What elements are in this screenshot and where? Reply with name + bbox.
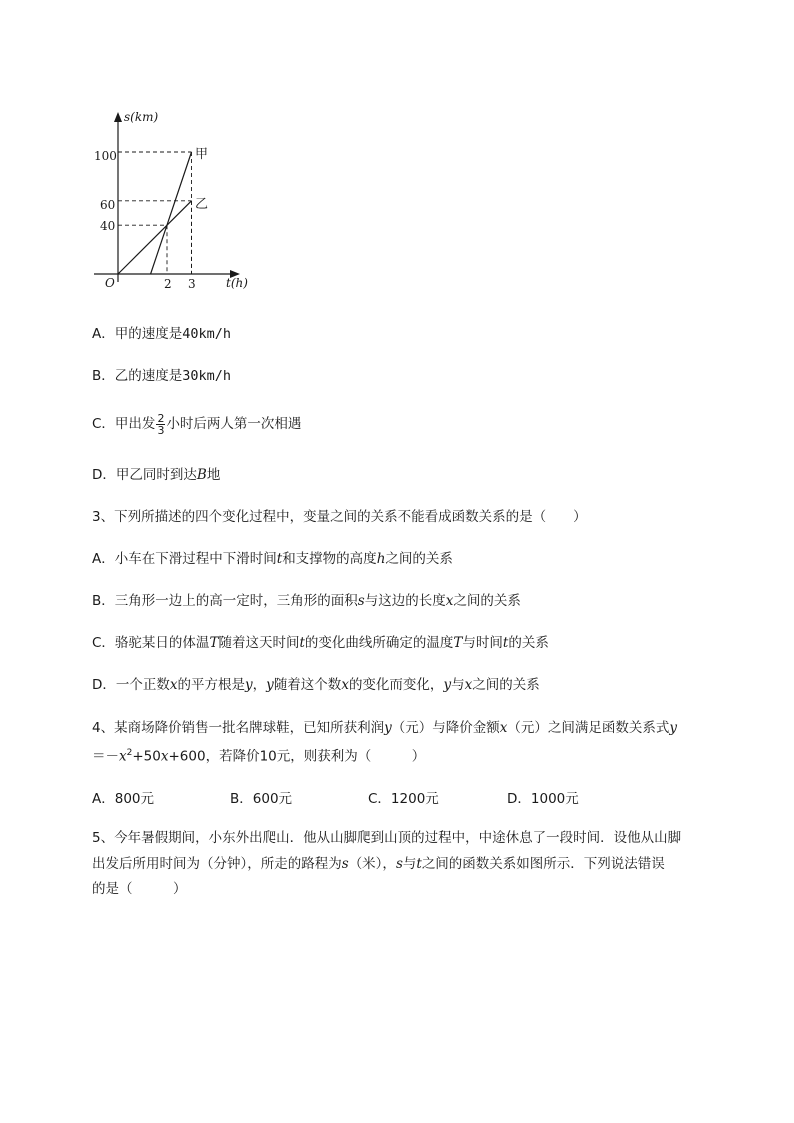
y-axis-arrow [114,112,122,122]
q2-c-suffix: 小时后两人第一次相遇 [166,416,302,432]
q5-stem-line-1: 5、今年暑假期间，小东外出爬山．他从山脚爬到山顶的过程中，中途休息了一段时间．设他从山脚 [92,830,682,846]
q4-option-c: C．1200元 [368,791,439,807]
q2-c-text: C．甲出发 [92,416,156,432]
q2-option-d [92,466,220,484]
line-label-yi: 乙 [195,197,209,212]
q3-stem: 3、下列所描述的四个变化过程中，变量之间的关系不能看成函数关系的是（ ） [92,509,587,525]
q2-b-value: 30km/h [182,368,232,384]
y-tick-60: 60 [100,198,116,212]
fraction-numerator: 2 [157,411,165,425]
y-tick-100: 100 [94,149,117,163]
line-label-jia: 甲 [195,147,209,162]
q2-b-text: B．乙的速度是 [92,368,183,384]
q3-option-b: B．三角形一边上的高一定时，三角形的面积s与这边的长度x之间的关系 [92,593,521,609]
origin-label: O [105,276,115,290]
q2-d-text: D．甲乙同时到达 [92,467,197,483]
var-b: B [196,467,207,483]
q2-a-value: 40km/h [182,326,232,342]
q3-option-d: D．一个正数x的平方根是y，y随着这个数x的变化而变化，y与x之间的关系 [92,677,540,693]
q5-stem-line-2: 出发后所用时间为（分钟），所走的路程为s（米），s与t之间的函数关系如图所示．下列说法错误 [92,856,665,872]
series-line-0 [151,152,192,274]
y-axis-label: s(km) [124,110,159,124]
x-axis-label: t(h) [226,276,248,290]
x-tick-3: 3 [188,277,196,291]
q4-option-a: A．800元 [92,791,155,807]
guide-lines [118,152,192,274]
x-tick-2: 2 [164,277,172,291]
q2-option-b [92,367,231,385]
q2-a-text: A．甲的速度是 [92,326,183,342]
q4-stem-line-1: 4、某商场降价销售一批名牌球鞋，已知所获利润y（元）与降价金额x（元）之间满足函数关系式y [92,720,677,736]
distance-time-graph [94,104,264,294]
y-tick-40: 40 [100,219,116,233]
q2-d-suffix: 地 [206,467,221,483]
q5-stem-line-3: 的是（ ） [92,881,187,897]
q2-option-c [92,409,301,439]
q3-option-a: A．小车在下滑过程中下滑时间t和支撑物的高度h之间的关系 [92,551,453,567]
q4-option-b: B．600元 [230,791,293,807]
fraction-denominator: 3 [157,423,165,437]
q3-option-c: C．骆驼某日的体温T随着这天时间t的变化曲线所确定的温度T与时间t的关系 [92,635,549,651]
q4-option-d: D．1000元 [507,791,579,807]
q4-stem-line-2: $=-x^2+50x+600$，若降价10元，则获利为（ ） [92,748,426,765]
q2-option-a [92,325,231,343]
series-lines [118,152,192,274]
fraction [156,413,165,436]
